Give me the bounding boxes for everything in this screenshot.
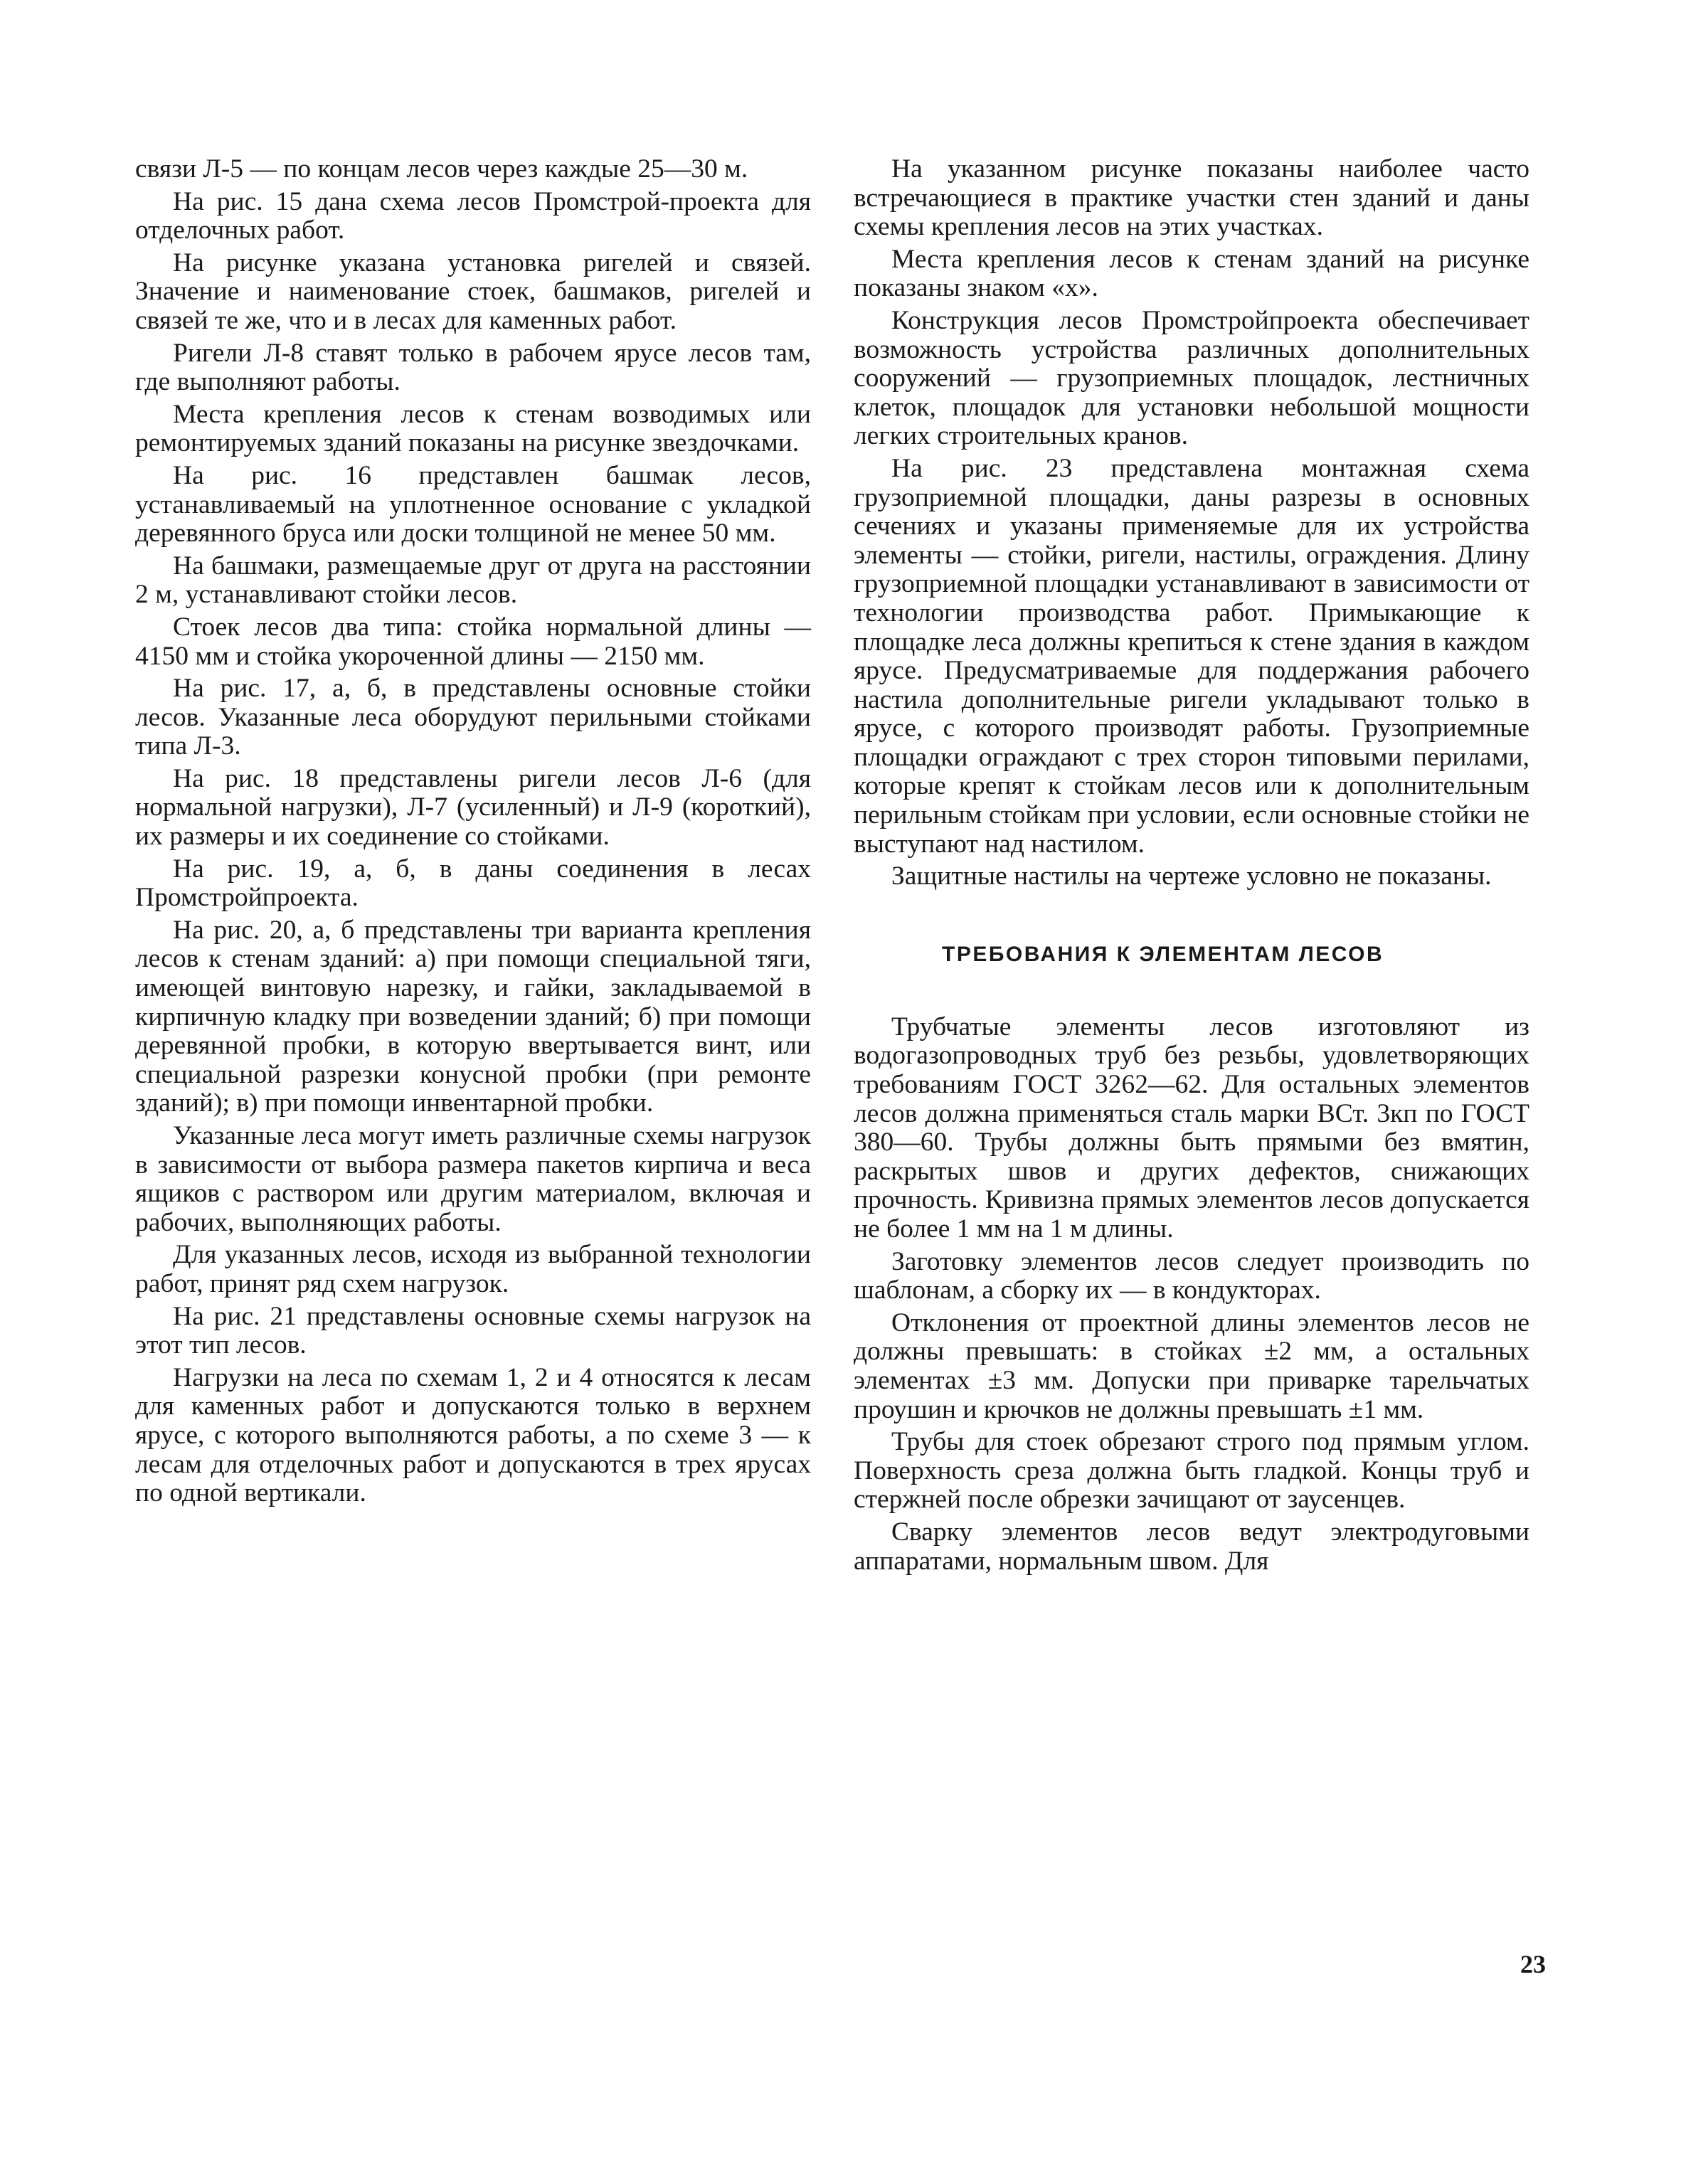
right-column — [854, 155, 1529, 1576]
paragraph: Сварку элементов лесов ведут электродуговыми аппаратами, нормальным швом. Для — [854, 1517, 1529, 1576]
paragraph: Трубчатые элементы лесов изготовляют из водогазопроводных труб без резьбы, удовлетворяющих требованиям ГОСТ 3262—62. Для остальных элементов лесов должна применяться сталь марки ВСт. 3кп по ГОСТ 380—60. Трубы должны быть прямыми без вмятин, раскрытых швов и других дефектов, снижающих прочность. Кривизна прямых элементов лесов допускается не более 1 мм на 1 м длины. — [854, 1012, 1529, 1244]
paragraph: Для указанных лесов, исходя из выбранной технологии работ, принят ряд схем нагрузок. — [135, 1240, 811, 1298]
paragraph: Стоек лесов два типа: стойка нормальной длины — 4150 мм и стойка укороченной длины — 2150 мм. — [135, 612, 811, 671]
paragraph: Трубы для стоек обрезают строго под прямым углом. Поверхность среза должна быть гладкой. Концы труб и стержней после обрезки зачищают от заусенцев. — [854, 1427, 1529, 1515]
paragraph: Отклонения от проектной длины элементов лесов не должны превышать: в стойках ±2 мм, а остальных элементах ±3 мм. Допуски при приварке тарельчатых проушин и крючков не должны превышать ±1 мм. — [854, 1308, 1529, 1424]
paragraph: Места крепления лесов к стенам зданий на рисунке показаны знаком «х». — [854, 244, 1529, 303]
paragraph: На рис. 21 представлены основные схемы нагрузок на этот тип лесов. — [135, 1301, 811, 1360]
section-heading: ТРЕБОВАНИЯ К ЭЛЕМЕНТАМ ЛЕСОВ — [942, 942, 1384, 966]
paragraph: На рис. 19, а, б, в даны соединения в лесах Промстройпроекта. — [135, 854, 811, 913]
paragraph: Конструкция лесов Промстройпроекта обеспечивает возможность устройства различных дополнительных сооружений — грузоприемных площадок, лестничных клеток, площадок для установки небольшой мощности легких строительных кранов. — [854, 305, 1529, 451]
paragraph: Места крепления лесов к стенам возводимых или ремонтируемых зданий показаны на рисунке звездочками. — [135, 399, 811, 458]
paragraph: На рис. 16 представлен башмак лесов, устанавливаемый на уплотненное основание с укладкой деревянного бруса или доски толщиной не менее 50 мм. — [135, 460, 811, 548]
page-number: 23 — [1520, 1950, 1546, 1978]
paragraph: На рис. 15 дана схема лесов Промстрой-проекта для отделочных работ. — [135, 186, 811, 245]
paragraph: Защитные настилы на чертеже условно не показаны. — [891, 862, 1492, 891]
left-column — [135, 155, 811, 1508]
paragraph: Указанные леса могут иметь различные схемы нагрузок в зависимости от выбора размера пакетов кирпича и веса ящиков с раствором или другим материалом, включая и рабочих, выполняющих работы. — [135, 1121, 811, 1237]
paragraph: Нагрузки на леса по схемам 1, 2 и 4 относятся к лесам для каменных работ и допускаются только в верхнем ярусе, с которого выполняются работы, а по схеме 3 — к лесам для отделочных работ и допускаются в трех ярусах по одной вертикали. — [135, 1362, 811, 1508]
paragraph: Заготовку элементов лесов следует производить по шаблонам, а сборку их — в кондукторах. — [854, 1246, 1529, 1305]
paragraph: На башмаки, размещаемые друг от друга на расстоянии 2 м, устанавливают стойки лесов. — [135, 551, 811, 610]
paragraph: На указанном рисунке показаны наиболее часто встречающиеся в практике участки стен зданий и даны схемы крепления лесов на этих участках. — [854, 154, 1529, 242]
paragraph: связи Л-5 — по концам лесов через каждые 25—30 м. — [135, 154, 748, 184]
paragraph: На рис. 23 представлена монтажная схема грузоприемной площадки, даны разрезы в основных сечениях и указаны применяемые для их устройства элементы — стойки, ригели, настилы, ограждения. Длину грузоприемной площадки устанавливают в зависимости от технологии производства работ. Примыкающие к площадке леса должны крепиться к стене здания в каждом ярусе. Предусматриваемые для поддержания рабочего настила дополнительные ригели укладывают только в ярусе, с которого производят работы. Грузоприемные площадки ограждают с трех сторон типовыми перилами, которые крепят к стойкам лесов или к дополнительным перильным стойкам при условии, если основные стойки не выступают над настилом. — [854, 453, 1529, 859]
paragraph: На рисунке указана установка ригелей и связей. Значение и наименование стоек, башмаков, ригелей и связей те же, что и в лесах для каменных работ. — [135, 248, 811, 335]
paragraph: На рис. 20, а, б представлены три варианта крепления лесов к стенам зданий: а) при помощи специальной тяги, имеющей винтовую нарезку, и гайки, закладываемой в кирпичную кладку при возведении зданий; б) при помощи деревянной пробки, в которую ввертывается винт, или специальной разрезки конусной пробки (при ремонте зданий); в) при помощи инвентарной пробки. — [135, 915, 811, 1118]
paragraph: Ригели Л-8 ставят только в рабочем ярусе лесов там, где выполняют работы. — [135, 338, 811, 397]
paragraph: На рис. 17, а, б, в представлены основные стойки лесов. Указанные леса оборудуют перильными стойками типа Л-3. — [135, 674, 811, 761]
paragraph: На рис. 18 представлены ригели лесов Л-6 (для нормальной нагрузки), Л-7 (усиленный) и Л-9 (короткий), их размеры и их соединение со стойками. — [135, 763, 811, 852]
